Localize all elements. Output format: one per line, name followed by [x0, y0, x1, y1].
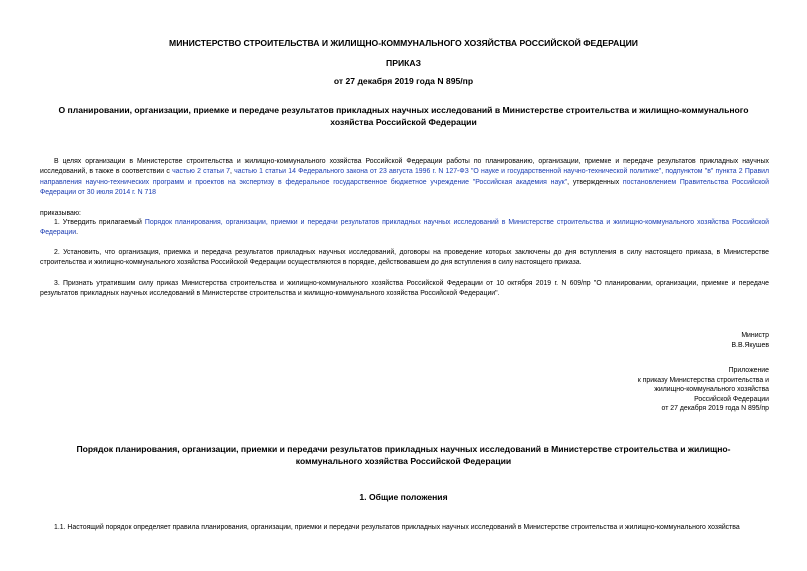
item1-prefix: 1. Утвердить прилагаемый	[54, 219, 145, 226]
document-type: ПРИКАЗ	[386, 58, 421, 68]
order-item-2: 2. Установить, что организация, приемка и передача результатов прикладных научных исследований, договоры на проведение которых заключены до дня вступления в силу настоящего приказа, в Министерстве строительства и жилищно-коммунального хозяйства Российской Федерации осуществляются в порядке, действовавшем до дня вступления в силу настоящего приказа.	[40, 249, 769, 267]
intro-paragraph	[40, 157, 769, 199]
appendix-label: Приложение	[728, 367, 769, 374]
link-law-127fz[interactable]: Федерального закона от 23 августа 1996 г. N 127-ФЗ "О науке и государственной научно-технической политике", подпунктом "в" пункта 2 Правил направления научно-технических программ и проектов на экспертизу в федеральное государственное бюджетное учреждение "Российская академия наук"	[40, 168, 769, 186]
appendix-line-2: жилищно-коммунального хозяйства	[654, 386, 769, 394]
link-article-7[interactable]: частью 2 статьи 7	[172, 168, 230, 176]
order-item-3: 3. Признать утратившим силу приказ Министерства строительства и жилищно-коммунального хозяйства Российской Федерации от 10 октября 2019 г. N 609/пр "О планировании, организации, приемке и передаче результатов прикладных научных исследований в Министерстве строительства и жилищно-коммунального хозяйства Российской Федерации".	[40, 280, 769, 298]
signature-name: В.В.Якушев	[731, 341, 769, 349]
order-item-1	[40, 218, 769, 239]
appendix-line-3: Российской Федерации	[694, 395, 769, 403]
link-article-14[interactable]: частью 1 статьи 14	[234, 168, 296, 176]
intro-text-4: , утвержденных	[567, 178, 623, 186]
prikazyvayu-text: приказываю:	[40, 210, 81, 217]
item1-suffix: .	[76, 229, 79, 237]
appendix-line-4: от 27 декабря 2019 года N 895/пр	[661, 405, 769, 413]
intro-text-2: ,	[230, 168, 235, 176]
appendix-line-1: к приказу Министерства строительства и	[637, 376, 769, 384]
link-order-procedure[interactable]: Порядок планирования, организации, приемки и передачи результатов прикладных научных исследований в Министерстве строительства и жилищно-коммунального хозяйства Российской Федерации	[40, 219, 769, 237]
ministry-heading: МИНИСТЕРСТВО СТРОИТЕЛЬСТВА И ЖИЛИЩНО-КОММУНАЛЬНОГО ХОЗЯЙСТВА РОССИЙСКОЙ ФЕДЕРАЦИИ	[169, 38, 638, 48]
appendix-block	[638, 366, 769, 414]
section-1-title: 1. Общие положения	[359, 492, 448, 502]
signature-block	[731, 331, 769, 350]
intro-text-1: В целях организации в Министерстве строительства и жилищно-коммунального хозяйства Российской Федерации работы по планированию, организации, приемке и передаче результатов прикладных научных исследований, в также в соответствии с	[40, 158, 769, 176]
item-1-1: 1.1. Настоящий порядок определяет правила планирования, организации, приемки и передачи результатов прикладных научных исследований в Министерстве строительства и жилищно-коммунального хозяйства	[54, 524, 740, 531]
link-resolution-718[interactable]: постановлением Правительства Российской Федерации от 30 июля 2014 г. N 718	[40, 178, 769, 197]
signature-position: Министр	[741, 332, 769, 339]
document-date-number: от 27 декабря 2019 года N 895/пр	[333, 76, 474, 86]
order-procedure-title: Порядок планирования, организации, приемки и передачи результатов прикладных научных исследований в Министерстве строительства и жилищно-коммунального хозяйства Российской Федерации	[76, 444, 731, 466]
document-title: О планировании, организации, приемке и передаче результатов прикладных научных исследований в Министерстве строительства и жилищно-коммунального хозяйства Российской Федерации	[58, 105, 749, 127]
